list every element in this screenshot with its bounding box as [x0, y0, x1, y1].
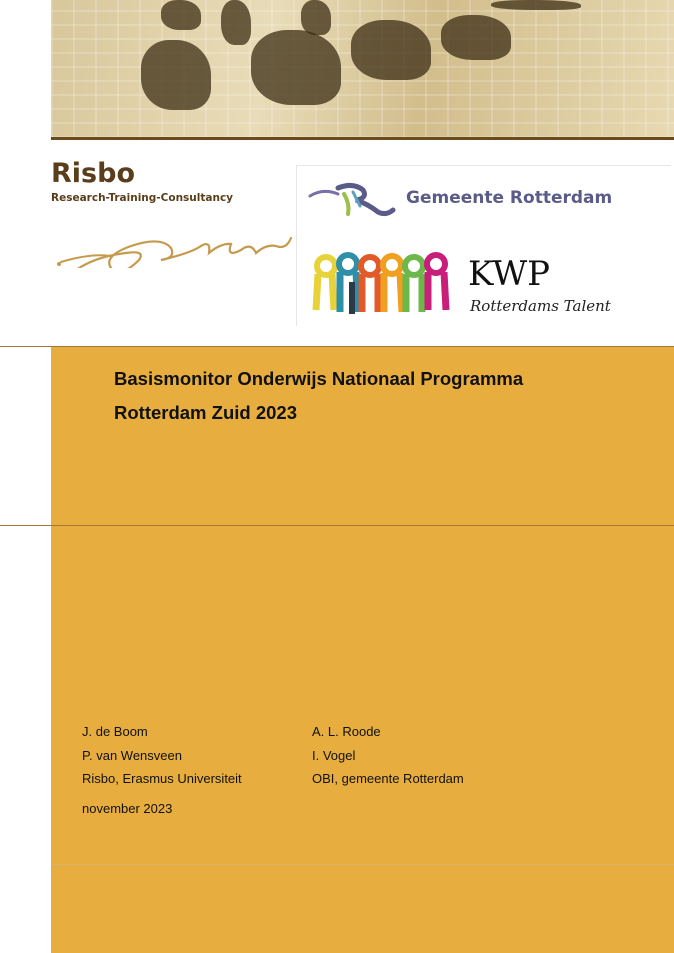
kwp-name: KWP — [468, 254, 551, 294]
publication-date: november 2023 — [82, 801, 173, 816]
divider — [0, 346, 674, 347]
gemeente-rotterdam-emblem-icon — [308, 182, 398, 217]
kwp-figures-icon — [312, 252, 452, 318]
photo-border — [51, 137, 674, 140]
author-affiliation: OBI, gemeente Rotterdam — [312, 771, 464, 786]
cover-panel — [51, 346, 674, 953]
title-line-1: Basismonitor Onderwijs Nationaal Programma — [114, 368, 524, 389]
author-line: A. L. Roode — [312, 724, 381, 739]
risbo-subtitle: Research-Training-Consultancy — [51, 192, 234, 204]
author-affiliation: Risbo, Erasmus Universiteit — [82, 771, 242, 786]
header-photo — [51, 0, 674, 138]
risbo-name: Risbo — [51, 158, 135, 189]
gemeente-rotterdam-name: Gemeente Rotterdam — [406, 188, 613, 208]
authors-left — [82, 720, 242, 791]
authors-right — [312, 720, 464, 791]
author-line: J. de Boom — [82, 724, 148, 739]
risbo-logo — [51, 158, 296, 268]
divider — [51, 864, 674, 865]
divider — [0, 525, 674, 526]
title-line-2: Rotterdam Zuid 2023 — [114, 402, 297, 423]
erasmus-signature-icon — [51, 198, 296, 268]
report-title — [114, 362, 523, 430]
kwp-subtitle: Rotterdams Talent — [470, 297, 611, 315]
author-line: P. van Wensveen — [82, 747, 182, 763]
author-line: I. Vogel — [312, 747, 356, 763]
